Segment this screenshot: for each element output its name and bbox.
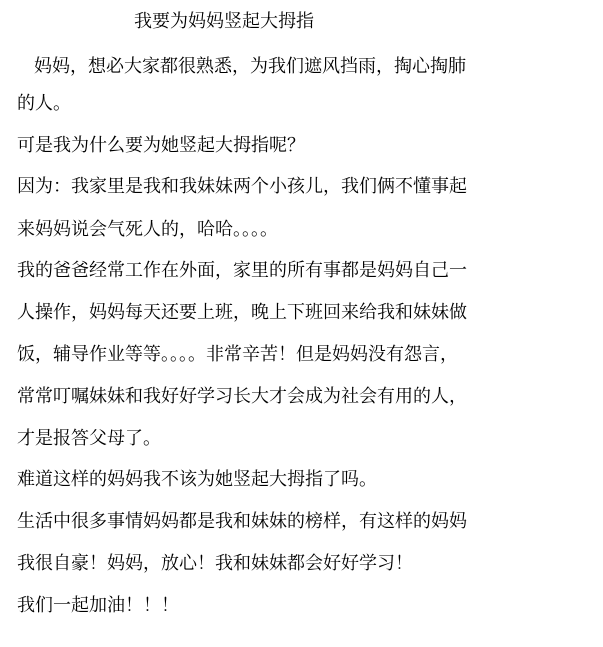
- paragraph-line: 可是我为什么要为她竖起大拇指呢？: [17, 135, 305, 156]
- paragraph-line: 妈妈，想必大家都很熟悉，为我们遮风挡雨，掏心掏肺: [34, 56, 466, 77]
- paragraph-line: 常常叮嘱妹妹和我好好学习长大才会成为社会有用的人，: [17, 386, 467, 407]
- paragraph-line: 的人。: [17, 93, 71, 114]
- paragraph-line: 难道这样的妈妈我不该为她竖起大拇指了吗。: [17, 469, 377, 490]
- paragraph-line: 人操作，妈妈每天还要上班，晚上下班回来给我和妹妹做: [17, 302, 467, 323]
- document-title: 我要为妈妈竖起大拇指: [134, 11, 314, 32]
- paragraph-line: 我们一起加油！！！: [17, 595, 179, 616]
- paragraph-line: 来妈妈说会气死人的，哈哈。。。。: [17, 219, 278, 240]
- paragraph-line: 饭，辅导作业等等。。。。非常辛苦！但是妈妈没有怨言，: [17, 344, 458, 365]
- paragraph-line: 才是报答父母了。: [17, 428, 161, 449]
- paragraph-line: 因为：我家里是我和我妹妹两个小孩儿，我们俩不懂事起: [17, 176, 467, 197]
- paragraph-line: 我很自豪！妈妈，放心！我和妹妹都会好好学习！: [17, 553, 413, 574]
- paragraph-line: 生活中很多事情妈妈都是我和妹妹的榜样，有这样的妈妈: [17, 511, 467, 532]
- paragraph-line: 我的爸爸经常工作在外面，家里的所有事都是妈妈自己一: [17, 260, 467, 281]
